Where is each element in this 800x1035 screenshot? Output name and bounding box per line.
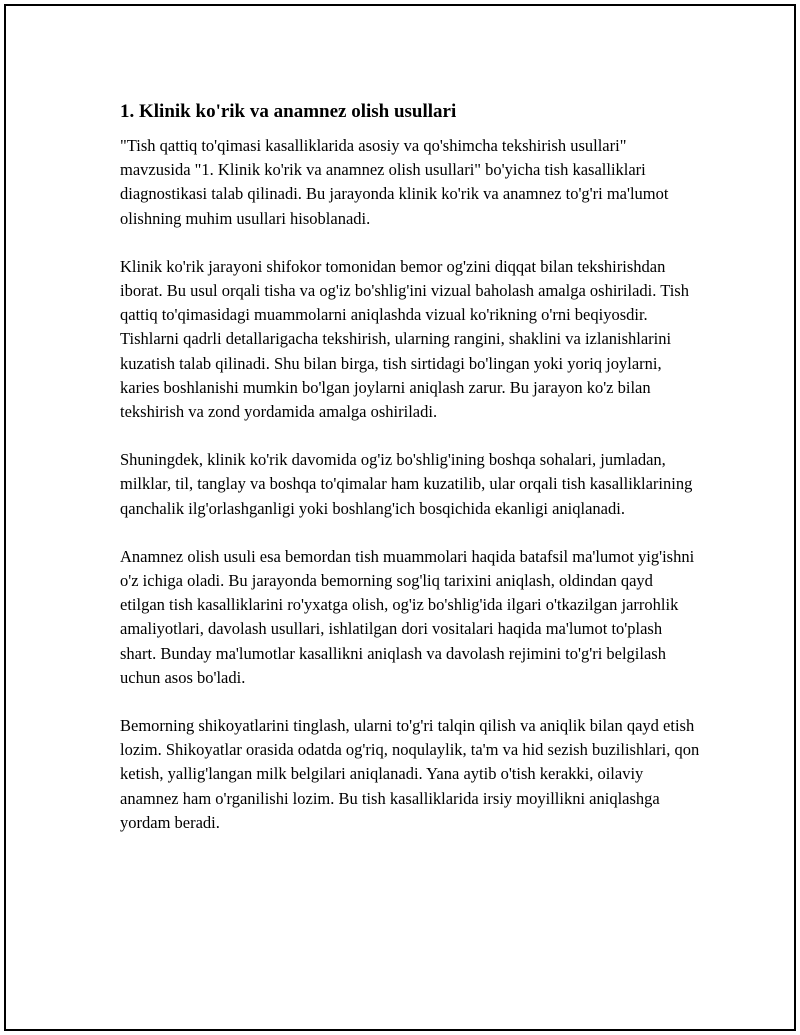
paragraph: Bemorning shikoyatlarini tinglash, ularni to'g'ri talqin qilish va aniqlik bilan qayd etish lozim. Shikoyatlar orasida odatda og'riq, noqulaylik, ta'm va hid sezish buzilishlari, qon ketish, yallig'langan milk belgilari aniqlanadi. Yana aytib o'tish kerakki, oilaviy anamnez ham o'rganilishi lozim. Bu tish kasalliklarida irsiy moyillikni aniqlashga yordam beradi. (120, 716, 700, 832)
paragraph: Klinik ko'rik jarayoni shifokor tomonidan bemor og'zini diqqat bilan tekshirishdan iborat. Bu usul orqali tisha va og'iz bo'shlig'ini vizual baholash amalga oshiriladi. Tish qattiq to'qimasidagi muammolarni aniqlashda vizual ko'rikning o'rni beqiyosdir. Tishlarni qadrli detallarigacha tekshirish, ularning rangini, shaklini va izlanishlarini kuzatish talab qilinadi. Shu bilan birga, tish sirtidagi bo'lingan yoki yoriq joylarni, karies boshlanishi mumkin bo'lgan joylarni aniqlash zarur. Bu jarayon ko'z bilan tekshirish va zond yordamida amalga oshiriladi. (120, 256, 689, 422)
paragraph: Shuningdek, klinik ko'rik davomida og'iz bo'shlig'ining boshqa sohalari, jumladan, milklar, til, tanglay va boshqa to'qimalar ham kuzatilib, ular orqali tish kasalliklarining qanchalik ilg'orlashganligi yoki boshlang'ich bosqichida ekanligi aniqlanadi. (120, 450, 693, 518)
document-title: 1. Klinik ko'rik va anamnez olish usullari (120, 101, 457, 122)
paragraph: "Tish qattiq to'qimasi kasalliklarida asosiy va qo'shimcha tekshirish usullari" mavzusida "1. Klinik ko'rik va anamnez olish usullari" bo'yicha tish kasalliklari diagnostikasi talab qilinadi. Bu jarayonda klinik ko'rik va anamnez to'g'ri ma'lumot olishning muhim usullari hisoblanadi. (120, 136, 669, 228)
document-body (120, 98, 700, 859)
paragraph: Anamnez olish usuli esa bemordan tish muammolari haqida batafsil ma'lumot yig'ishni o'z ichiga oladi. Bu jarayonda bemorning sog'liq tarixini aniqlash, oldindan qayd etilgan tish kasalliklarini ro'yxatga olish, og'iz bo'shlig'ida ilgari o'tkazilgan jarrohlik amaliyotlari, davolash usullari, ishlatilgan dori vositalari haqida ma'lumot to'plash shart. Bunday ma'lumotlar kasallikni aniqlash va davolash rejimini to'g'ri belgilash uchun asos bo'ladi. (120, 546, 695, 687)
page-frame (4, 4, 796, 1031)
